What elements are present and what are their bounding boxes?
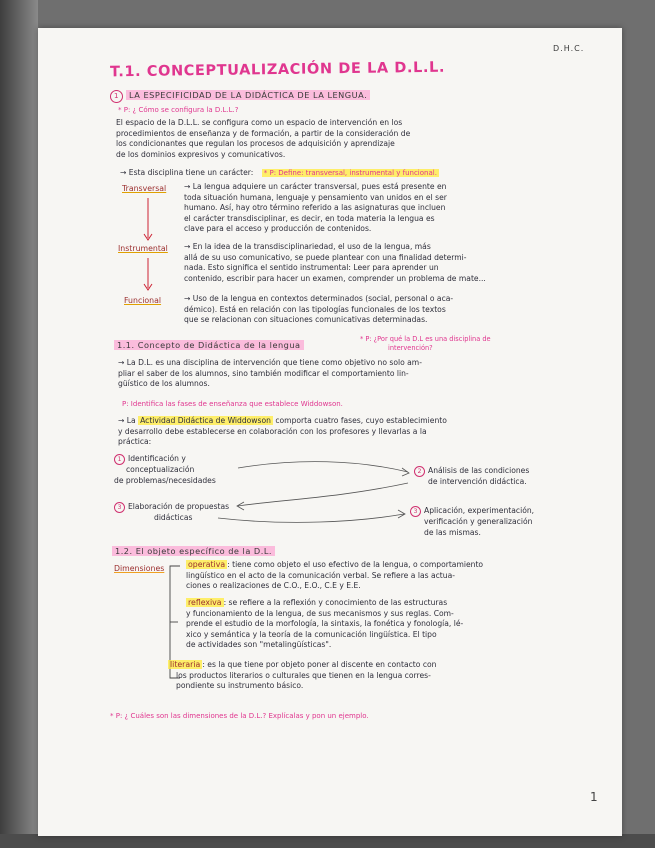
arrow-head (402, 468, 409, 476)
question-configura: * P: ¿ Cómo se configura la D.L.L.? (118, 106, 239, 114)
text-line: contenido, escribir para hacer un examen, comprender un problema de mate... (184, 273, 486, 283)
phase-4-text: Aplicación, experimentación, (424, 506, 535, 515)
label-literaria: literaria (170, 660, 201, 669)
text-line: toda situación humana, lenguaje y pensamiento van unidos en el ser (184, 192, 447, 202)
widdowson-highlight: Actividad Didáctica de Widdowson (140, 416, 271, 425)
widdowson-line: comporta cuatro fases, cuyo establecimiento (275, 416, 447, 425)
paragraph-line: procedimientos de enseñanza y de formación, a partir de la consideración de (116, 128, 411, 138)
number-circle-2: 2 (414, 466, 425, 477)
text-line: de actividades son "metalingüísticas". (186, 640, 332, 650)
phase-line: de intervención didáctica. (428, 477, 527, 486)
author-initials: D.H.C. (553, 44, 585, 53)
text-line: pondiente su instrumento básico. (176, 681, 304, 691)
label-transversal: Transversal (122, 184, 167, 193)
paragraph-line: pliar el saber de los alumnos, sino también modificar el comportamiento lin- (118, 368, 409, 378)
text-line: → La lengua adquiere un carácter transversal, pues está presente en (184, 182, 447, 191)
text-line: → En la idea de la transdisciplinariedad, el uso de la lengua, más (184, 242, 431, 251)
widdowson-prefix: → La (118, 416, 136, 425)
section-number-circle: 1 (110, 90, 123, 103)
question-dimensiones: * P: ¿ Cuáles son las dimensiones de la D.L.? Explícalas y pon un ejemplo. (110, 712, 369, 720)
paragraph-line: → La D.L. es una disciplina de intervención que tiene como objetivo no solo am- (118, 358, 422, 367)
text-line: y funcionamiento de la lengua, de sus mecanismos y sus reglas. Com- (186, 608, 454, 618)
number-circle-3: 3 (114, 502, 125, 513)
text-line: nada. Esto significa el sentido instrumental: Leer para aprender un (184, 263, 439, 273)
reflexiva-line: : se refiere a la reflexión y conocimiento de las estructuras (223, 598, 448, 607)
literaria-text (168, 660, 608, 692)
phase-1-text: Identificación y (128, 454, 186, 463)
label-dimensiones: Dimensiones (114, 564, 165, 573)
question-line: intervención? (388, 344, 433, 352)
text-line: prende el estudio de la morfología, la sintaxis, la fonética y fonología, lé- (186, 619, 464, 629)
section-1-heading-text: LA ESPECIFICIDAD DE LA DIDÁCTICA DE LA LENGUA. (126, 90, 370, 100)
phase-line: de las mismas. (424, 527, 481, 537)
text-line: démico). Está en relación con las tipologías funcionales de los textos (184, 304, 446, 314)
question-line: * P: ¿Por qué la D.L es una disciplina de (360, 335, 491, 343)
text-line: que se relacionan con situaciones comunicativas determinadas. (184, 315, 428, 325)
phase-line: didácticas (154, 513, 193, 522)
operativa-text (186, 560, 606, 592)
text-line (186, 598, 606, 609)
page-title: T.1. CONCEPTUALIZACIÓN DE LA D.L.L. (109, 59, 446, 81)
label-instrumental: Instrumental (118, 244, 168, 253)
paragraph-line: los condicionantes que regulan los procesos de adquisición y aprendizaje (116, 139, 395, 149)
text-line: los productos literarios o culturales que tienen en la lengua corres- (176, 670, 431, 680)
text-line: humano. Así, hay otro término referido a las asignaturas que incluen (184, 203, 446, 213)
connector-1-2 (238, 462, 408, 472)
phase-line: verificación y generalización (424, 517, 533, 526)
phase-line: de problemas/necesidades (114, 475, 216, 485)
phase-2-text: Análisis de las condiciones (428, 466, 530, 475)
number-circle-1: 1 (114, 454, 125, 465)
paragraph-line: y desarrollo debe establecerse en colaboración con los profesores y llevarlas a la (118, 426, 427, 436)
character-question-text: * P: Define: transversal, instrumental y funcional. (263, 169, 437, 177)
reflexiva-text (186, 598, 606, 651)
text-line: → Uso de la lengua en contextos determinados (social, personal o aca- (184, 294, 454, 303)
literaria-line: : es la que tiene por objeto poner al discente en contacto con (202, 660, 437, 669)
text-line: el carácter transdisciplinar, es decir, en toda materia la lengua es (184, 213, 435, 223)
text-line: lingüístico en el acto de la comunicación verbal. Se refiere a las actua- (186, 570, 455, 580)
number-circle-4: 3 (410, 506, 421, 517)
paragraph-line: de los dominios expresivos y comunicativos. (116, 149, 286, 159)
text-line (186, 560, 606, 571)
scan-background-bottom (0, 834, 655, 848)
text-line: clave para el acceso y producción de contenidos. (184, 224, 372, 234)
section-1-1-heading-text: 1.1. Concepto de Didáctica de la lengua (114, 340, 304, 350)
page-number: 1 (590, 790, 598, 804)
label-funcional: Funcional (124, 296, 162, 305)
phase-line: conceptualización (126, 465, 195, 474)
section-1-2-heading-text: 1.2. El objeto específico de la D.L. (112, 546, 275, 556)
connector-3-4 (218, 514, 404, 522)
text-line: allá de su uso comunicativo, se puede plantear con una finalidad determi- (184, 252, 467, 262)
label-reflexiva: reflexiva (188, 598, 222, 607)
notebook-page (38, 28, 622, 836)
text-line (168, 660, 608, 671)
section-1-2-heading (112, 546, 275, 556)
operativa-line: : tiene como objeto el uso efectivo de la lengua, o comportamiento (227, 560, 484, 569)
scan-background-left (0, 0, 38, 848)
connector-2-3 (238, 483, 408, 506)
paragraph-line: El espacio de la D.L.L. se configura como un espacio de intervención en los (116, 118, 403, 127)
phase-3-text: Elaboración de propuestas (128, 502, 230, 511)
text-line: ciones o realizaciones de C.O., E.O., C.E y E.E. (186, 581, 361, 591)
character-intro-text: → Esta disciplina tiene un carácter: (120, 168, 254, 177)
question-fases: P: Identifica las fases de enseñanza que establece Widdowson. (122, 400, 343, 408)
paragraph-line: güístico de los alumnos. (118, 379, 210, 389)
paragraph-line: práctica: (118, 437, 152, 447)
label-operativa: operativa (188, 560, 226, 569)
text-line: xico y semántica y la teoría de la comunicación lingüística. El tipo (186, 629, 437, 639)
